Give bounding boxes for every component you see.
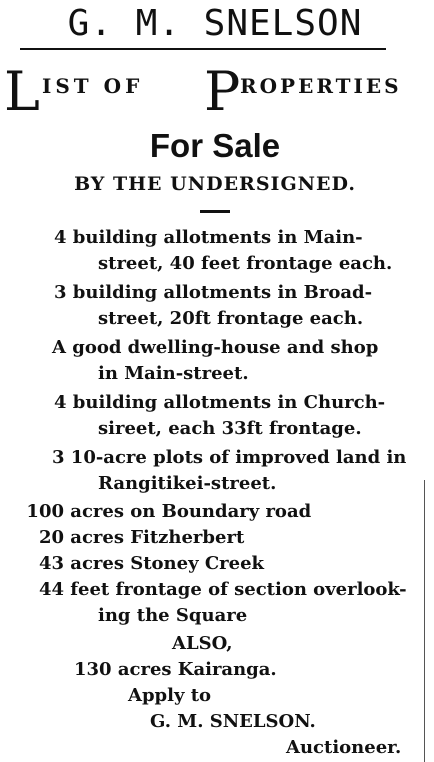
kairanga-entry: 130 acres Kairanga. <box>74 659 277 680</box>
signature-name: G. M. SNELSON. <box>150 711 316 732</box>
property-1-line-1: 4 building allotments in Main- <box>54 227 363 248</box>
acre-text: acres Stoney Creek <box>70 553 265 574</box>
column-rule <box>424 480 425 762</box>
property-2-line-1: 3 building allotments in Broad- <box>54 282 373 303</box>
also-label: ALSO, <box>172 633 233 654</box>
for-sale-heading: For Sale <box>149 127 281 164</box>
list-title-part-2: ROPERTIES <box>240 74 402 98</box>
acre-entry-4-line-2: ing the Square <box>98 605 248 626</box>
acre-entry-4 <box>20 578 407 602</box>
acre-text: acres on Boundary road <box>70 501 312 522</box>
list-title-part-1: IST OF <box>42 74 144 98</box>
acre-qty: 44 <box>38 579 64 600</box>
property-1-line-2: street, 40 feet frontage each. <box>98 253 393 274</box>
list-title-initial-p: P <box>204 60 241 123</box>
acre-entry-3 <box>20 552 264 576</box>
acre-entry-1 <box>20 500 311 524</box>
property-3-line-2: in Main-street. <box>98 363 249 384</box>
acre-qty: 20 <box>38 527 64 548</box>
property-4-line-2: sireet, each 33ft frontage. <box>98 418 362 439</box>
acre-qty: 43 <box>38 553 64 574</box>
list-title-initial-l: L <box>4 60 40 123</box>
list-title <box>4 60 434 126</box>
apply-to: Apply to <box>128 685 212 706</box>
header-rule <box>20 48 386 50</box>
section-rule <box>200 210 230 213</box>
property-2-line-2: street, 20ft frontage each. <box>98 308 364 329</box>
advertiser-name: G. M. SNELSON <box>67 3 363 44</box>
property-3-line-1: A good dwelling-house and shop <box>52 337 379 358</box>
acre-text: feet frontage of section overlook- <box>70 579 407 600</box>
signature-title: Auctioneer. <box>286 737 402 758</box>
acre-entry-2 <box>20 526 244 550</box>
property-4-line-1: 4 building allotments in Church- <box>54 392 386 413</box>
property-5-line-2: Rangitikei-street. <box>98 473 277 494</box>
byline: BY THE UNDERSIGNED. <box>74 173 356 195</box>
acre-text: acres Fitzherbert <box>70 527 245 548</box>
acre-qty: 100 <box>26 501 64 522</box>
property-5-line-1: 3 10-acre plots of improved land in <box>52 447 407 468</box>
